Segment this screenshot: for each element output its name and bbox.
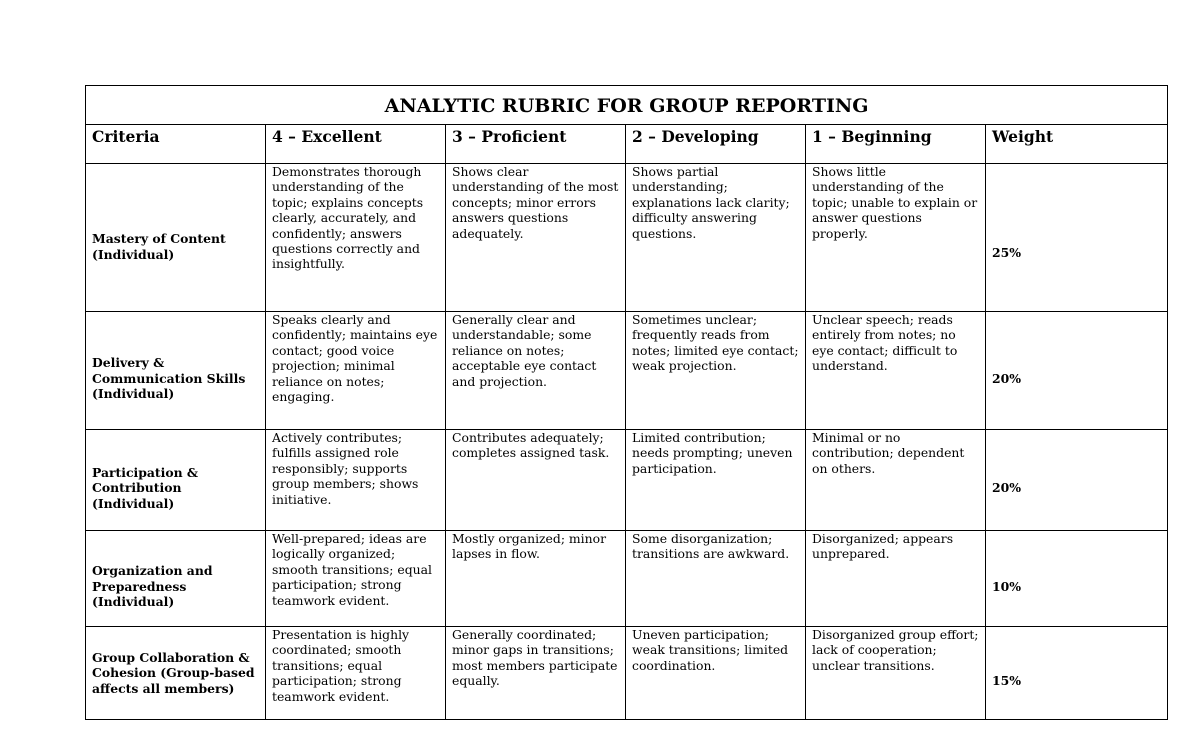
developing-cell: Limited contribution; needs prompting; uneven participation.: [626, 430, 806, 531]
header-beginning: 1 – Beginning: [806, 125, 986, 164]
proficient-cell: Contributes adequately; completes assigned task.: [446, 430, 626, 531]
weight-cell: 20%: [986, 430, 1168, 531]
rubric-table: [85, 85, 1168, 720]
proficient-cell: Generally clear and understandable; some reliance on notes; acceptable eye contact and projection.: [446, 312, 626, 430]
developing-cell: Uneven participation; weak transitions; limited coordination.: [626, 627, 806, 720]
header-criteria: Criteria: [86, 125, 266, 164]
header-developing: 2 – Developing: [626, 125, 806, 164]
header-weight: Weight: [986, 125, 1168, 164]
criteria-cell: Mastery of Content (Individual): [86, 164, 266, 312]
proficient-cell: Generally coordinated; minor gaps in transitions; most members participate equally.: [446, 627, 626, 720]
excellent-cell: Demonstrates thorough understanding of the topic; explains concepts clearly, accurately, and confidently; answers questions correctly and insightfully.: [266, 164, 446, 312]
header-proficient: 3 – Proficient: [446, 125, 626, 164]
criteria-cell: Participation & Contribution (Individual): [86, 430, 266, 531]
beginning-cell: Minimal or no contribution; dependent on others.: [806, 430, 986, 531]
excellent-cell: Well-prepared; ideas are logically organized; smooth transitions; equal participation; strong teamwork evident.: [266, 531, 446, 627]
table-row: [86, 627, 1168, 720]
weight-cell: 20%: [986, 312, 1168, 430]
rubric-title: ANALYTIC RUBRIC FOR GROUP REPORTING: [86, 86, 1168, 125]
proficient-cell: Shows clear understanding of the most concepts; minor errors answers questions adequately.: [446, 164, 626, 312]
excellent-cell: Actively contributes; fulfills assigned role responsibly; supports group members; shows initiative.: [266, 430, 446, 531]
table-row: [86, 531, 1168, 627]
developing-cell: Sometimes unclear; frequently reads from notes; limited eye contact; weak projection.: [626, 312, 806, 430]
header-excellent: 4 – Excellent: [266, 125, 446, 164]
beginning-cell: Disorganized group effort; lack of cooperation; unclear transitions.: [806, 627, 986, 720]
criteria-cell: Delivery & Communication Skills (Individual): [86, 312, 266, 430]
beginning-cell: Shows little understanding of the topic; unable to explain or answer questions properly.: [806, 164, 986, 312]
proficient-cell: Mostly organized; minor lapses in flow.: [446, 531, 626, 627]
beginning-cell: Disorganized; appears unprepared.: [806, 531, 986, 627]
table-row: [86, 164, 1168, 312]
developing-cell: Some disorganization; transitions are awkward.: [626, 531, 806, 627]
excellent-cell: Presentation is highly coordinated; smooth transitions; equal participation; strong teamwork evident.: [266, 627, 446, 720]
table-row: [86, 430, 1168, 531]
criteria-cell: Group Collaboration & Cohesion (Group-based affects all members): [86, 627, 266, 720]
weight-cell: 25%: [986, 164, 1168, 312]
weight-cell: 15%: [986, 627, 1168, 720]
criteria-cell: Organization and Preparedness (Individual): [86, 531, 266, 627]
excellent-cell: Speaks clearly and confidently; maintains eye contact; good voice projection; minimal reliance on notes; engaging.: [266, 312, 446, 430]
title-row: [86, 86, 1168, 125]
weight-cell: 10%: [986, 531, 1168, 627]
header-row: [86, 125, 1168, 164]
developing-cell: Shows partial understanding; explanations lack clarity; difficulty answering questions.: [626, 164, 806, 312]
table-row: [86, 312, 1168, 430]
beginning-cell: Unclear speech; reads entirely from notes; no eye contact; difficult to understand.: [806, 312, 986, 430]
